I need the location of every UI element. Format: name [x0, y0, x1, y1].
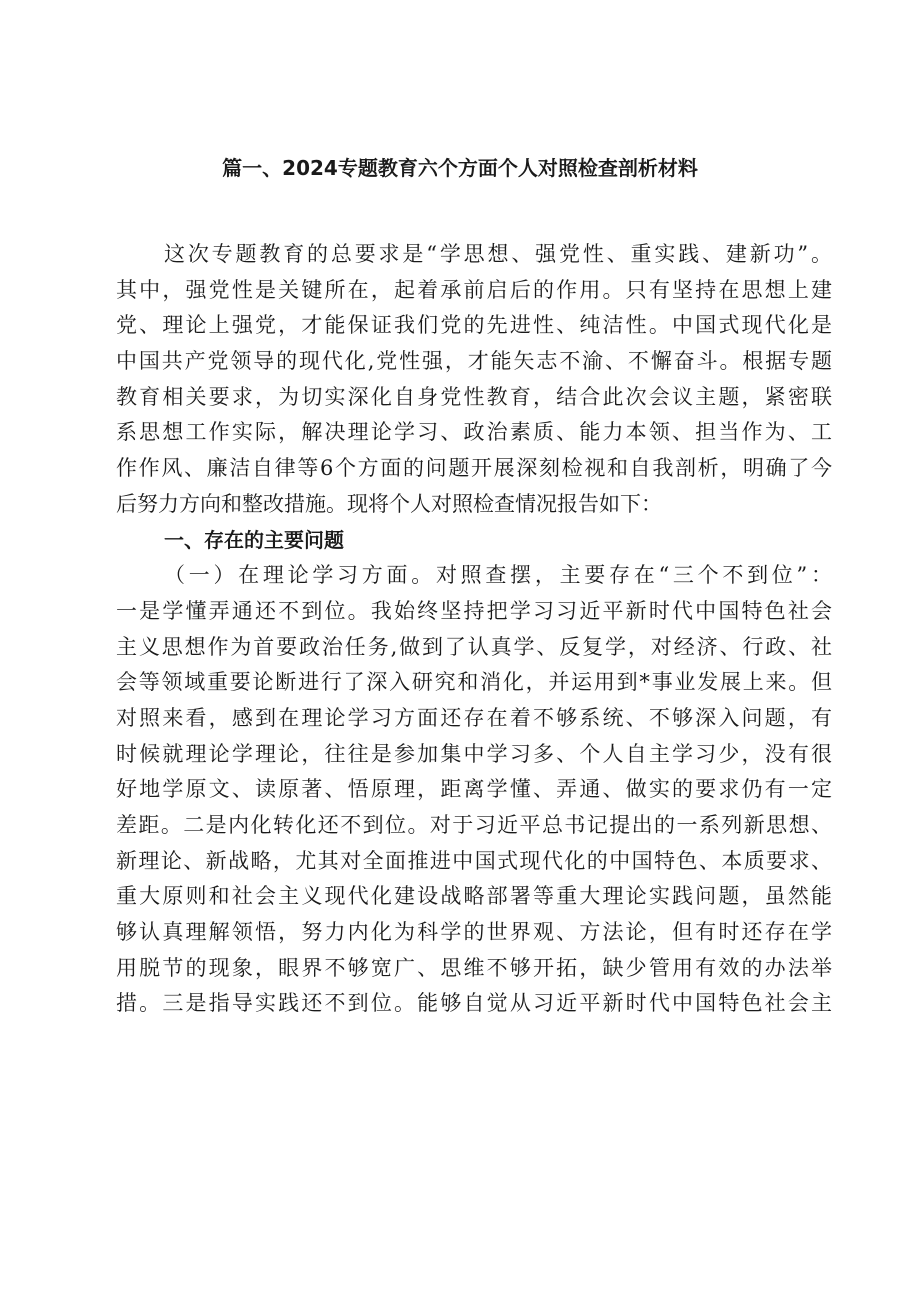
text-line: 时候就理论学理论，往往是参加集中学习多、个人自主学习少，没有很: [116, 741, 832, 766]
text-line: 重大原则和社会主义现代化建设战略部署等重大理论实践问题，虽然能: [116, 884, 832, 909]
text-line: 会等领域重要论断进行了深入研究和消化，并运用到*事业发展上来。但: [116, 670, 832, 695]
text-line: 好地学原文、读原著、悟原理，距离学懂、弄通、做实的要求仍有一定: [116, 777, 832, 802]
text-line: 一是学懂弄通还不到位。我始终坚持把学习习近平新时代中国特色社会: [116, 598, 832, 623]
text-line: （一）在理论学习方面。对照查摆，主要存在“三个不到位”：: [164, 563, 832, 588]
text-line: 措。三是指导实践还不到位。能够自觉从习近平新时代中国特色社会主: [116, 991, 832, 1016]
text-line: 中国共产党领导的现代化,党性强，才能矢志不渝、不懈奋斗。根据专题: [116, 349, 832, 374]
text-line: 作作风、廉洁自律等6个方面的问题开展深刻检视和自我剖析，明确了今: [116, 456, 832, 481]
text-line: 够认真理解领悟，努力内化为科学的世界观、方法论，但有时还存在学: [116, 920, 832, 945]
document-body: [116, 237, 832, 1022]
text-line: 教育相关要求，为切实深化自身党性教育，结合此次会议主题，紧密联: [116, 384, 832, 409]
text-line: 主义思想作为首要政治任务,做到了认真学、反复学，对经济、行政、社: [116, 634, 832, 659]
text-line: 对照来看，感到在理论学习方面还存在着不够系统、不够深入问题，有: [116, 705, 832, 730]
text-line: 新理论、新战略，尤其对全面推进中国式现代化的中国特色、本质要求、: [116, 848, 832, 873]
section-heading: 一、存在的主要问题: [164, 527, 344, 552]
text-line: 后努力方向和整改措施。现将个人对照检查情况报告如下：: [116, 491, 662, 516]
text-line: 用脱节的现象，眼界不够宽广、思维不够开拓，缺少管用有效的办法举: [116, 955, 832, 980]
theory-study-paragraph: [116, 558, 832, 1022]
text-line: 这次专题教育的总要求是“学思想、强党性、重实践、建新功”。: [164, 242, 832, 266]
text-line: 系思想工作实际，解决理论学习、政治素质、能力本领、担当作为、工: [116, 420, 832, 445]
text-line: 党、理论上强党，才能保证我们党的先进性、纯洁性。中国式现代化是: [116, 313, 832, 338]
text-line: 差距。二是内化转化还不到位。对于习近平总书记提出的一系列新思想、: [116, 813, 832, 837]
intro-paragraph: [116, 237, 832, 523]
document-title: 篇一、2024专题教育六个方面个人对照检查剖析材料: [222, 156, 698, 180]
text-line: 其中，强党性是关键所在，起着承前启后的作用。只有坚持在思想上建: [116, 277, 832, 302]
